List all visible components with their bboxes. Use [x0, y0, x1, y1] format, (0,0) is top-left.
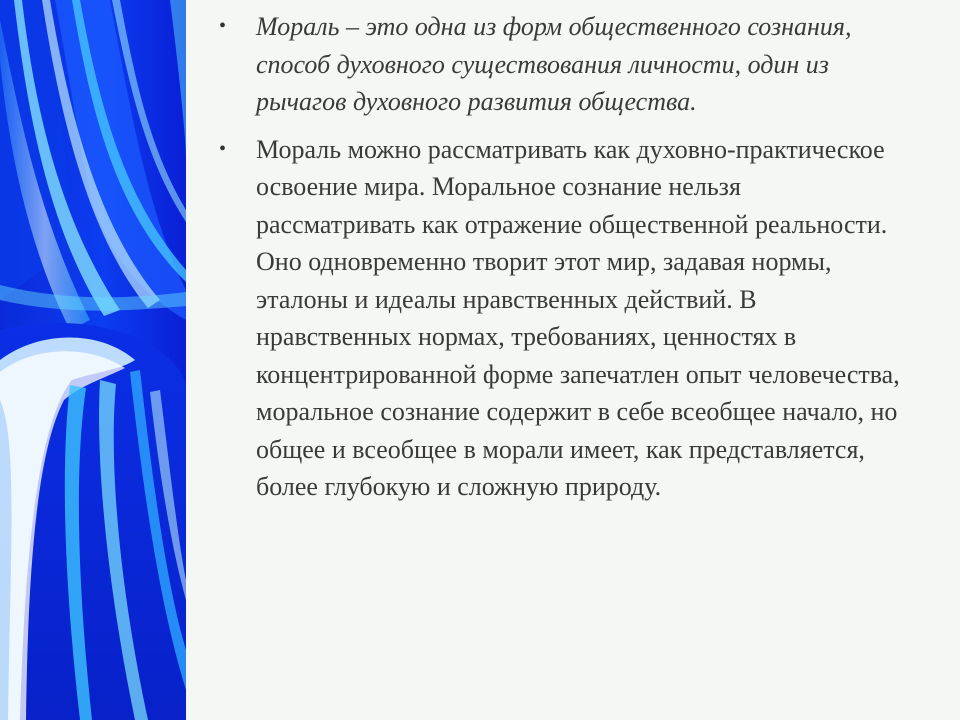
bullet-text: Мораль можно рассматривать как духовно-практическое освоение мира. Моральное сознание нельзя рассматривать как отражение общественной реальности. Оно одновременно творит этот мир, задавая нормы, эталоны и идеалы нравственных действий. В нравственных нормах, требованиях, ценностях в концентрированной форме запечатлен опыт человечества, моральное сознание содержит в себе всеобщее начало, но общее и всеобщее в морали имеет, как представляется, более глубокую и сложную природу.	[256, 134, 900, 501]
bullet-marker: •	[219, 137, 227, 160]
slide-body	[215, 8, 905, 506]
curtain-decoration	[0, 0, 186, 720]
bullet-text: Мораль – это одна из форм общественного сознания, способ духовного существования личности, один из рычагов духовного развития общества.	[256, 12, 852, 116]
bullet-item-definition	[215, 8, 905, 121]
bullet-item-description	[215, 131, 905, 506]
curtain-image	[0, 0, 186, 720]
bullet-marker: •	[219, 15, 227, 37]
